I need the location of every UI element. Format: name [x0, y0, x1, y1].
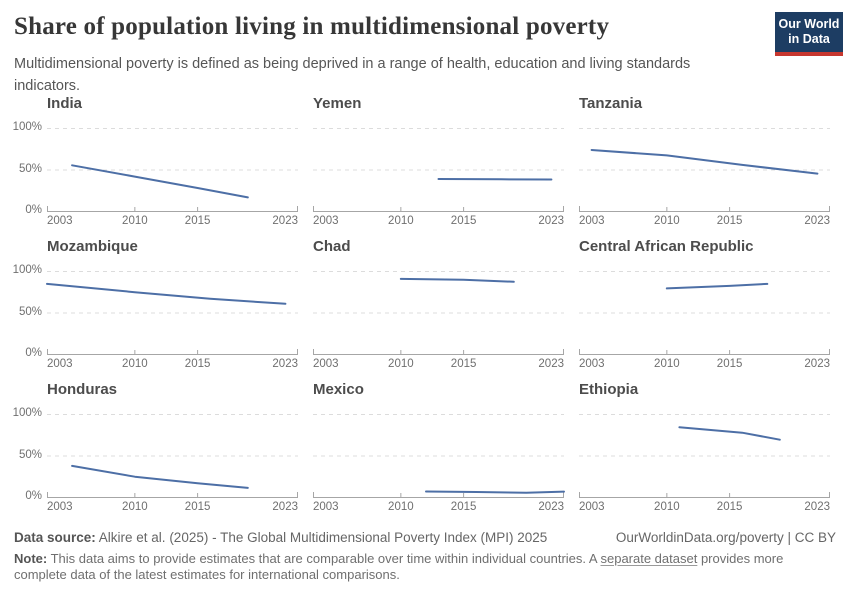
facet-title: Mozambique	[47, 238, 138, 255]
x-tick-label: 2023	[272, 215, 298, 227]
facet-title: Tanzania	[579, 95, 643, 112]
y-tick-label: 50%	[18, 448, 42, 461]
y-tick-label: 50%	[18, 162, 42, 175]
x-tick-label: 2010	[654, 358, 680, 370]
x-tick-label: 2003	[313, 215, 339, 227]
x-tick-label: 2010	[654, 501, 680, 513]
x-tick-label: 2015	[450, 358, 477, 370]
note-text-post: provides more complete data of the latest estimates for international comparisons.	[14, 551, 784, 583]
data-line[interactable]	[667, 284, 768, 289]
facet-title: Central African Republic	[579, 238, 754, 255]
x-tick-label: 2010	[122, 215, 148, 227]
x-tick-label: 2015	[184, 501, 211, 513]
data-line[interactable]	[592, 150, 818, 174]
facet-title: Ethiopia	[579, 381, 639, 398]
facet-tanzania	[579, 95, 830, 243]
facet-plot[interactable]	[313, 128, 566, 223]
note-text-pre: This data aims to provide estimates that are comparable over time within individual countries. A	[47, 551, 601, 566]
facet-plot[interactable]	[579, 128, 832, 223]
owid-url-link[interactable]: OurWorldinData.org/poverty	[615, 530, 784, 545]
facet-mexico	[313, 381, 564, 529]
data-line[interactable]	[47, 284, 285, 304]
x-tick-label: 2015	[716, 358, 743, 370]
x-tick-label: 2023	[538, 358, 564, 370]
facet-title: Honduras	[47, 381, 118, 398]
x-tick-label: 2015	[716, 501, 743, 513]
separate-dataset-link[interactable]: separate dataset	[600, 551, 698, 566]
x-tick-label: 2003	[47, 501, 73, 513]
y-tick-label: 0%	[25, 204, 42, 216]
facet-ethiopia	[579, 381, 830, 529]
page-subtitle: Multidimensional poverty is defined as being deprived in a range of health, education and living standards indicators.	[14, 56, 691, 94]
x-tick-label: 2010	[388, 501, 414, 513]
x-tick-label: 2010	[388, 215, 414, 227]
footer-right	[616, 530, 836, 545]
x-tick-label: 2023	[538, 501, 564, 513]
source-row	[14, 530, 836, 545]
data-line[interactable]	[401, 279, 514, 282]
facet-honduras	[12, 381, 298, 529]
x-tick-label: 2003	[579, 358, 605, 370]
data-line[interactable]	[72, 466, 248, 488]
owid-logo-line2: in Data	[788, 32, 830, 46]
x-tick-label: 2015	[184, 358, 211, 370]
facet-chad	[313, 238, 564, 386]
footer	[14, 530, 836, 584]
facet-title: Mexico	[313, 381, 364, 398]
x-tick-label: 2010	[122, 501, 148, 513]
facet-plot[interactable]	[47, 414, 300, 509]
facet-title: Yemen	[313, 95, 362, 112]
x-tick-label: 2010	[388, 358, 414, 370]
facet-india	[12, 95, 298, 243]
owid-logo-line1: Our World	[778, 17, 840, 31]
footer-note	[14, 551, 814, 584]
data-line[interactable]	[439, 179, 552, 180]
facet-plot[interactable]	[47, 271, 300, 366]
x-tick-label: 2003	[313, 358, 339, 370]
x-tick-label: 2003	[47, 215, 73, 227]
x-tick-label: 2023	[272, 501, 298, 513]
x-tick-label: 2003	[579, 501, 605, 513]
x-tick-label: 2023	[538, 215, 564, 227]
data-line[interactable]	[679, 427, 779, 439]
facet-mozambique	[12, 238, 298, 386]
license-text: | CC BY	[783, 530, 836, 545]
y-tick-label: 100%	[12, 407, 42, 419]
facet-plot[interactable]	[579, 271, 832, 366]
x-tick-label: 2023	[804, 215, 830, 227]
x-tick-label: 2015	[184, 215, 211, 227]
facet-plot[interactable]	[313, 414, 566, 509]
x-tick-label: 2003	[579, 215, 605, 227]
x-tick-label: 2015	[450, 501, 477, 513]
y-tick-label: 50%	[18, 305, 42, 318]
facet-plot[interactable]	[47, 128, 300, 223]
facet-plot[interactable]	[579, 414, 832, 509]
y-tick-label: 100%	[12, 121, 42, 133]
page-title: Share of population living in multidimensional poverty	[14, 13, 610, 40]
x-tick-label: 2003	[47, 358, 73, 370]
data-source	[14, 530, 547, 545]
data-source-label: Data source:	[14, 530, 96, 545]
x-tick-label: 2023	[804, 358, 830, 370]
y-tick-label: 100%	[12, 264, 42, 276]
x-tick-label: 2003	[313, 501, 339, 513]
y-tick-label: 0%	[25, 490, 42, 502]
data-line[interactable]	[426, 492, 564, 493]
x-tick-label: 2023	[804, 501, 830, 513]
x-tick-label: 2023	[272, 358, 298, 370]
x-tick-label: 2010	[654, 215, 680, 227]
x-tick-label: 2015	[716, 215, 743, 227]
note-label: Note:	[14, 551, 48, 566]
x-tick-label: 2010	[122, 358, 148, 370]
facet-central-african-republic	[579, 238, 830, 386]
facet-plot[interactable]	[313, 271, 566, 366]
x-tick-label: 2015	[450, 215, 477, 227]
y-tick-label: 0%	[25, 347, 42, 359]
data-source-text: Alkire et al. (2025) - The Global Multidimensional Poverty Index (MPI) 2025	[95, 530, 548, 545]
facet-title: India	[47, 95, 83, 112]
facet-title: Chad	[313, 238, 351, 255]
facet-yemen	[313, 95, 564, 243]
